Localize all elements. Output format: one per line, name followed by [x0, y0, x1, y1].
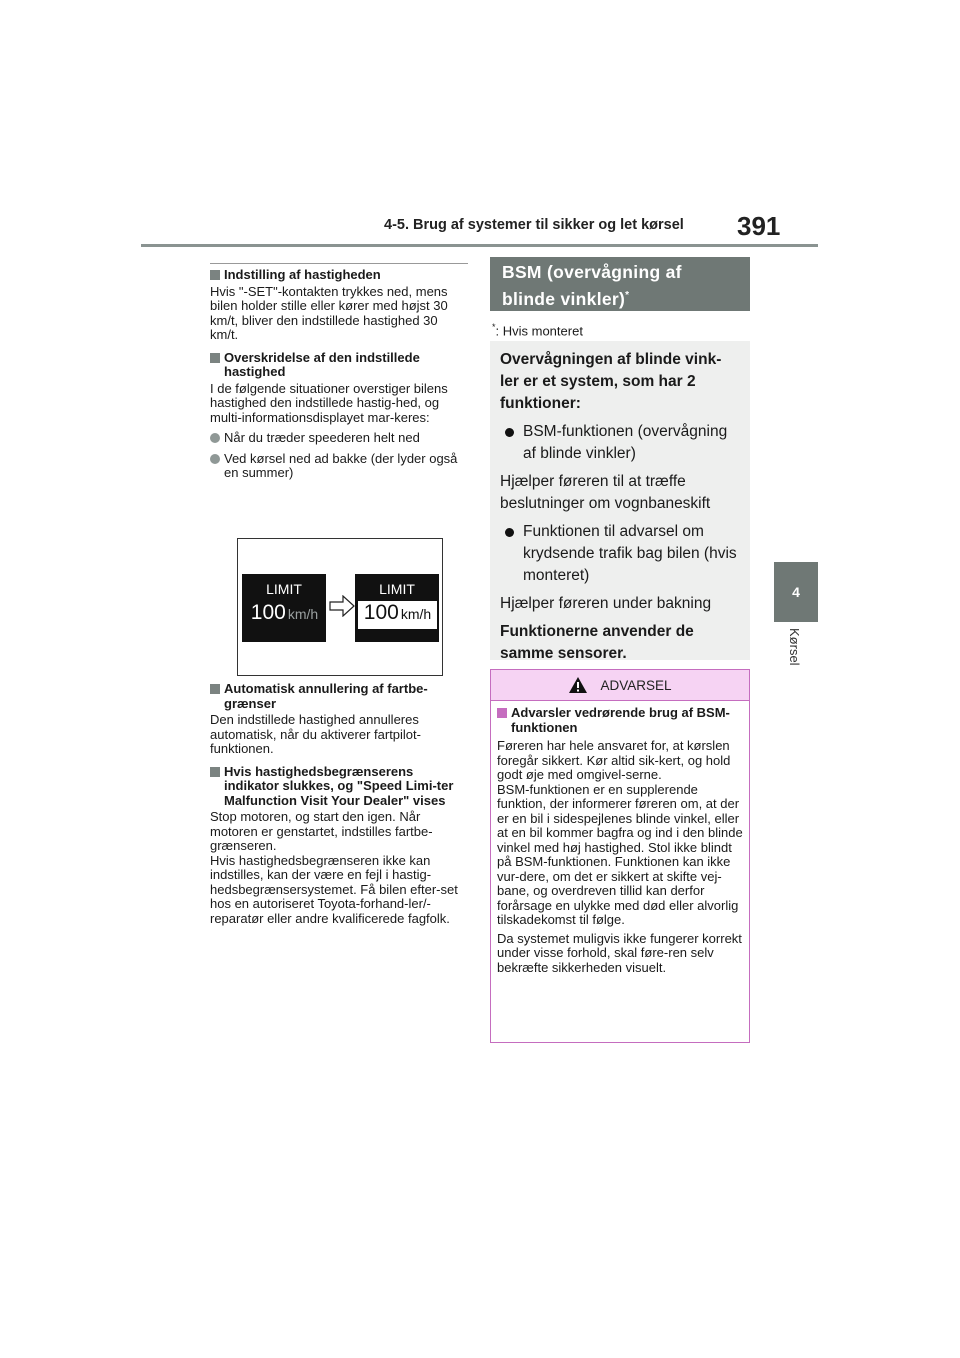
round-bullet-icon	[210, 433, 220, 443]
left-column-lower	[210, 682, 468, 926]
footnote-marker: *	[625, 290, 630, 301]
limit-label: LIMIT	[379, 581, 415, 597]
footnote	[492, 322, 583, 338]
square-bullet-icon	[210, 353, 220, 363]
list-item-text: Ved kørsel ned ad bakke (der lyder også en summer)	[224, 450, 458, 480]
page-number: 391	[737, 211, 781, 241]
list-item	[210, 452, 468, 481]
function-name: BSM-funktionen (overvågning af blinde vinkler)	[523, 423, 728, 462]
function-item	[500, 421, 740, 465]
speed-value: 100	[363, 601, 399, 624]
speed-readout	[358, 601, 437, 629]
paragraph: Den indstillede hastighed annulleres automatisk, når du aktiverer fartpilot-funktionen.	[210, 712, 421, 756]
square-bullet-icon	[210, 767, 220, 777]
footnote-text: : Hvis monteret	[495, 323, 583, 339]
function-description: Hjælper føreren under bakning	[500, 595, 712, 612]
function-item	[500, 521, 740, 587]
bsm-title-box	[490, 257, 750, 311]
warning-title	[497, 706, 743, 735]
overview-outro: Funktionerne anvender de samme sensorer.	[500, 623, 694, 662]
overview-intro: Overvågningen af blinde vink-ler er et system, som har 2 funktioner:	[500, 351, 722, 412]
section-heading	[210, 765, 468, 809]
warning-header	[491, 670, 749, 701]
function-name: Funktionen til advarsel om krydsende trafik bag bilen (hvis monteret)	[523, 523, 737, 584]
speed-unit: km/h	[287, 606, 319, 622]
limit-display-after	[355, 574, 439, 642]
left-column	[210, 262, 468, 481]
warning-title-text: Advarsler vedrørende brug af BSM-funktionen	[511, 705, 730, 735]
speed-unit: km/h	[400, 606, 432, 622]
warning-label: ADVARSEL	[600, 677, 672, 693]
round-bullet-icon	[210, 454, 220, 464]
warning-box	[490, 669, 750, 1043]
section-title: Indstilling af hastigheden	[224, 267, 381, 282]
list-item-text: Når du træder speederen helt ned	[224, 430, 420, 445]
overview-box	[490, 341, 750, 660]
function-description: Hjælper føreren til at træffe beslutninger om vognbaneskift	[500, 473, 711, 512]
paragraph: BSM-funktionen er en supplerende funktion, der informerer føreren om, at der er en bil i sidespejlenes blinde vinkel, eller at en bil kommer bagfra og ind i den blinde vinkel med høj hastighed. Stol ikke blindt på BSM-funktionen. Funktionen kan ikke vur-dere, om det er sikkert at skifte vej-bane, og overdreven tillid kan derfor forårsage en ulykke med død eller alvorlig tilskadekomst til følge.	[497, 781, 743, 927]
round-bullet-icon	[505, 528, 514, 537]
speed-value: 100	[250, 601, 286, 624]
speed-readout	[245, 601, 324, 629]
chapter-label-text: Kørsel	[787, 628, 802, 666]
footnote-marker: *	[492, 322, 496, 332]
chapter-label	[786, 628, 806, 678]
paragraph: Hvis "-SET"-kontakten trykkes ned, mens bilen holder stille eller kører med højst 30 km/t, bliver den indstillede hastighed 30 km/t.	[210, 283, 448, 342]
limit-display-before	[242, 574, 326, 642]
section-title: Hvis hastighedsbegrænserens indikator slukkes, og "Speed Limi-ter Malfunction Visit Your Dealer" vises	[224, 763, 454, 808]
bsm-title: BSM (overvågning af blinde vinkler)	[502, 262, 682, 309]
chapter-tab: 4	[774, 562, 818, 622]
limit-label: LIMIT	[266, 581, 302, 597]
speed-limit-display-figure	[237, 538, 443, 676]
arrow-right-icon	[329, 595, 355, 617]
square-bullet-icon	[210, 270, 220, 280]
warning-triangle-icon	[568, 676, 588, 694]
list-item	[210, 431, 468, 446]
paragraph: Stop motoren, og start den igen. Når motoren er genstartet, indstilles fartbe-grænseren.	[210, 809, 433, 853]
section-header: 4-5. Brug af systemer til sikker og let kørsel	[384, 217, 684, 233]
paragraph: Føreren har hele ansvaret for, at kørslen foregår sikkert. Kør altid sik-kert, og hold godt øje med omgivel-serne.	[497, 738, 731, 782]
section-heading	[210, 682, 468, 711]
section-heading	[210, 351, 468, 380]
round-bullet-icon	[505, 428, 514, 437]
section-title: Automatisk annullering af fartbe-grænser	[224, 681, 428, 711]
header-rule	[141, 244, 818, 247]
paragraph: Hvis hastighedsbegrænseren ikke kan indstilles, kan der være en fejl i hastig-hedsbegrænsersystemet. Få bilen efter-set hos en autoriseret Toyota-forhand-ler/-reparatør eller andre kvalificerede fagfolk.	[210, 852, 458, 926]
square-bullet-icon	[210, 684, 220, 694]
section-heading	[210, 268, 468, 283]
square-bullet-icon	[497, 708, 507, 718]
paragraph: Da systemet muligvis ikke fungerer korrekt under visse forhold, skal føre-ren selv bekræfte sikkerheden visuelt.	[497, 930, 742, 975]
section-title: Overskridelse af den indstillede hastighed	[224, 349, 420, 379]
warning-body	[491, 701, 749, 975]
paragraph: I de følgende situationer overstiger bilens hastighed den indstillede hastig-hed, og multi-informationsdisplayet mar-keres:	[210, 380, 448, 425]
